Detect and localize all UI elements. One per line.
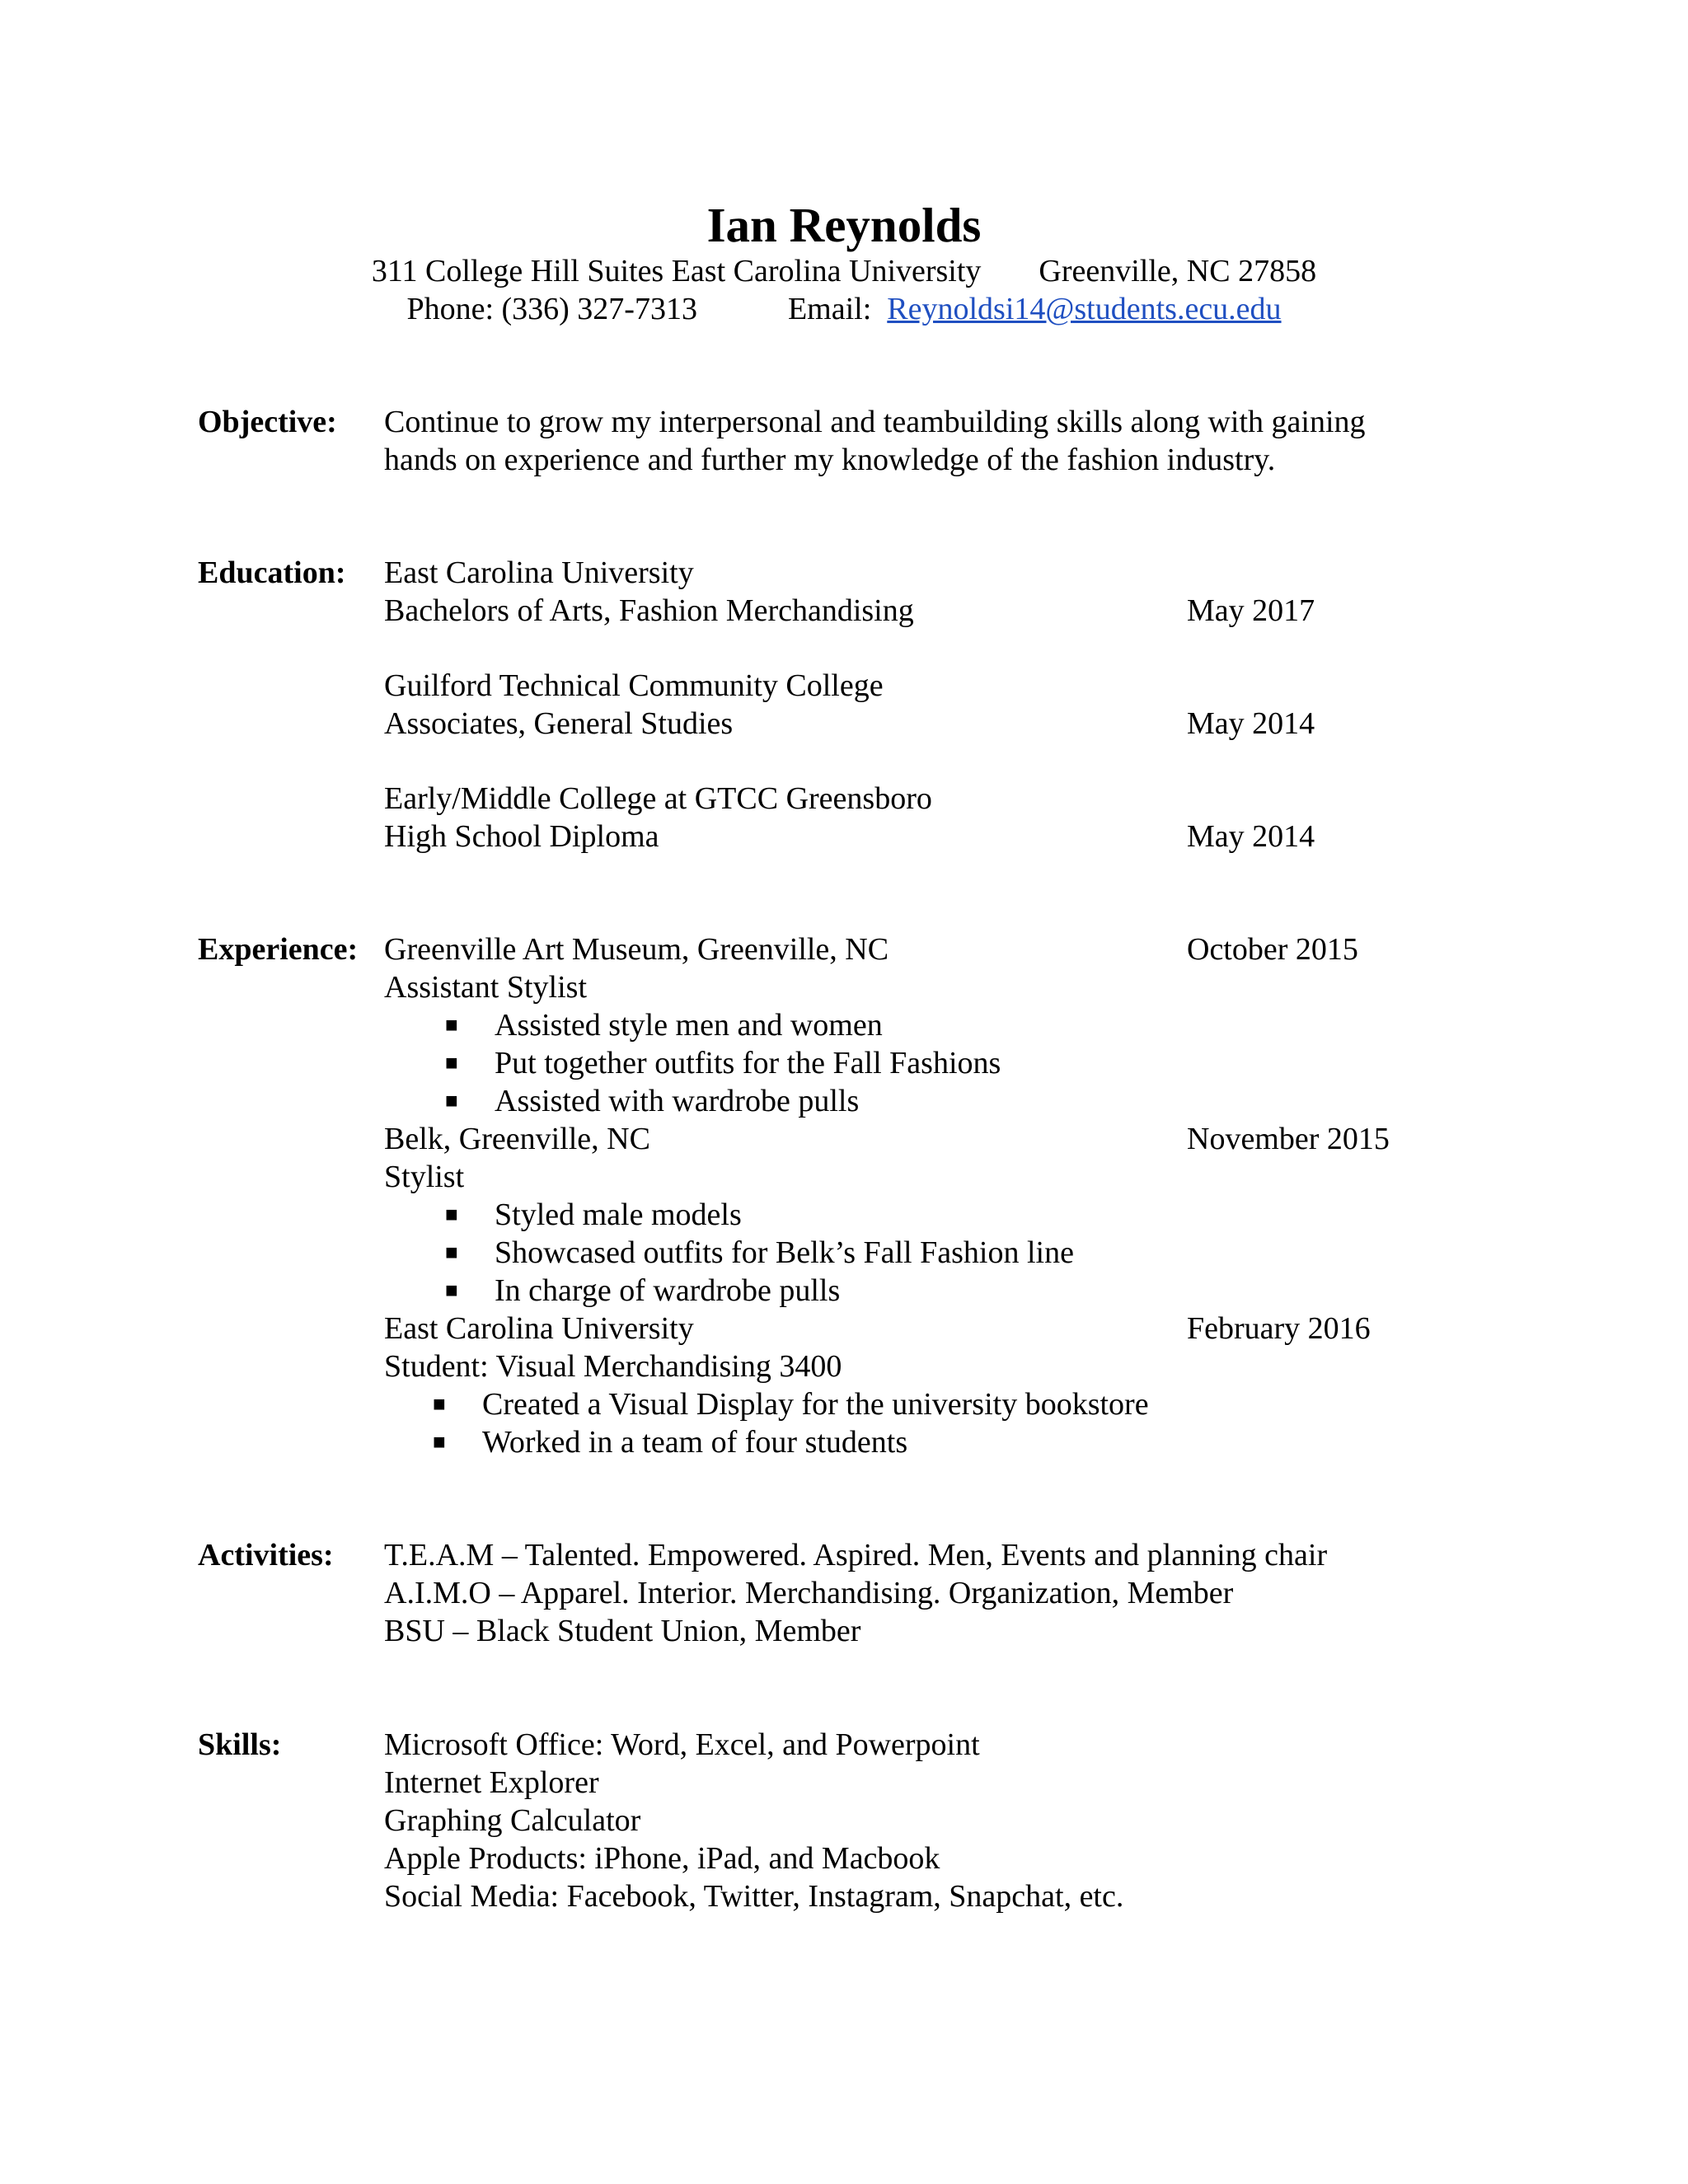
- job-role: Assistant Stylist: [384, 970, 587, 1005]
- activities-heading: Activities:: [198, 1538, 334, 1572]
- education-date: May 2014: [1187, 819, 1315, 854]
- education-degree: High School Diploma: [384, 819, 659, 854]
- education-heading: Education:: [198, 555, 346, 590]
- activity-item: T.E.A.M – Talented. Empowered. Aspired. Men, Events and planning chair: [384, 1538, 1328, 1572]
- activity-item: BSU – Black Student Union, Member: [384, 1614, 861, 1648]
- objective-line-2: hands on experience and further my knowledge of the fashion industry.: [384, 443, 1276, 477]
- bullet-icon: ■: [433, 1392, 446, 1416]
- phone: Phone: (336) 327-7313: [406, 292, 697, 326]
- address-line: [0, 252, 1688, 290]
- resume-name: Ian Reynolds: [706, 198, 982, 252]
- job-role: Stylist: [384, 1160, 465, 1194]
- email-label: Email:: [787, 292, 872, 326]
- education-degree: Bachelors of Arts, Fashion Merchandising: [384, 593, 914, 628]
- education-school: East Carolina University: [384, 555, 694, 590]
- job-bullet-text: Assisted style men and women: [495, 1008, 883, 1043]
- education-date: May 2017: [1187, 593, 1315, 628]
- education-degree: Associates, General Studies: [384, 706, 734, 741]
- bullet-icon: ■: [445, 1013, 458, 1037]
- job-bullet-text: In charge of wardrobe pulls: [495, 1273, 841, 1308]
- objective-line-1: Continue to grow my interpersonal and teambuilding skills along with gaining: [384, 405, 1366, 439]
- job-place: Belk, Greenville, NC: [384, 1122, 650, 1156]
- objective-heading: Objective:: [198, 405, 337, 439]
- education-school: Guilford Technical Community College: [384, 668, 884, 703]
- address: 311 College Hill Suites East Carolina University: [371, 254, 982, 288]
- email-link[interactable]: Reynoldsi14@students.ecu.edu: [887, 292, 1282, 326]
- job-bullet-text: Styled male models: [495, 1197, 742, 1232]
- bullet-icon: ■: [433, 1430, 446, 1454]
- skill-item: Graphing Calculator: [384, 1803, 641, 1838]
- skills-heading: Skills:: [198, 1727, 282, 1762]
- job-bullet-text: Showcased outfits for Belk’s Fall Fashion line: [495, 1235, 1074, 1270]
- city-state-zip: Greenville, NC 27858: [1039, 254, 1317, 288]
- bullet-icon: ■: [445, 1202, 458, 1226]
- job-bullet-text: Assisted with wardrobe pulls: [495, 1084, 860, 1118]
- bullet-icon: ■: [445, 1089, 458, 1113]
- job-bullet-text: Put together outfits for the Fall Fashions: [495, 1046, 1001, 1080]
- bullet-icon: ■: [445, 1278, 458, 1302]
- job-place: East Carolina University: [384, 1311, 694, 1346]
- job-place: Greenville Art Museum, Greenville, NC: [384, 932, 889, 967]
- experience-heading: Experience:: [198, 932, 359, 967]
- job-date: February 2016: [1187, 1311, 1371, 1346]
- skill-item: Social Media: Facebook, Twitter, Instagram, Snapchat, etc.: [384, 1879, 1124, 1914]
- job-date: October 2015: [1187, 932, 1358, 967]
- job-role: Student: Visual Merchandising 3400: [384, 1349, 842, 1384]
- job-bullet-text: Created a Visual Display for the university bookstore: [482, 1387, 1149, 1422]
- skill-item: Microsoft Office: Word, Excel, and Powerpoint: [384, 1727, 980, 1762]
- job-date: November 2015: [1187, 1122, 1390, 1156]
- contact-line: [0, 290, 1688, 328]
- bullet-icon: ■: [445, 1051, 458, 1075]
- education-date: May 2014: [1187, 706, 1315, 741]
- education-school: Early/Middle College at GTCC Greensboro: [384, 781, 932, 816]
- skill-item: Internet Explorer: [384, 1765, 599, 1800]
- job-bullet-text: Worked in a team of four students: [482, 1425, 908, 1460]
- skill-item: Apple Products: iPhone, iPad, and Macbook: [384, 1841, 940, 1876]
- bullet-icon: ■: [445, 1240, 458, 1264]
- activity-item: A.I.M.O – Apparel. Interior. Merchandising. Organization, Member: [384, 1576, 1234, 1610]
